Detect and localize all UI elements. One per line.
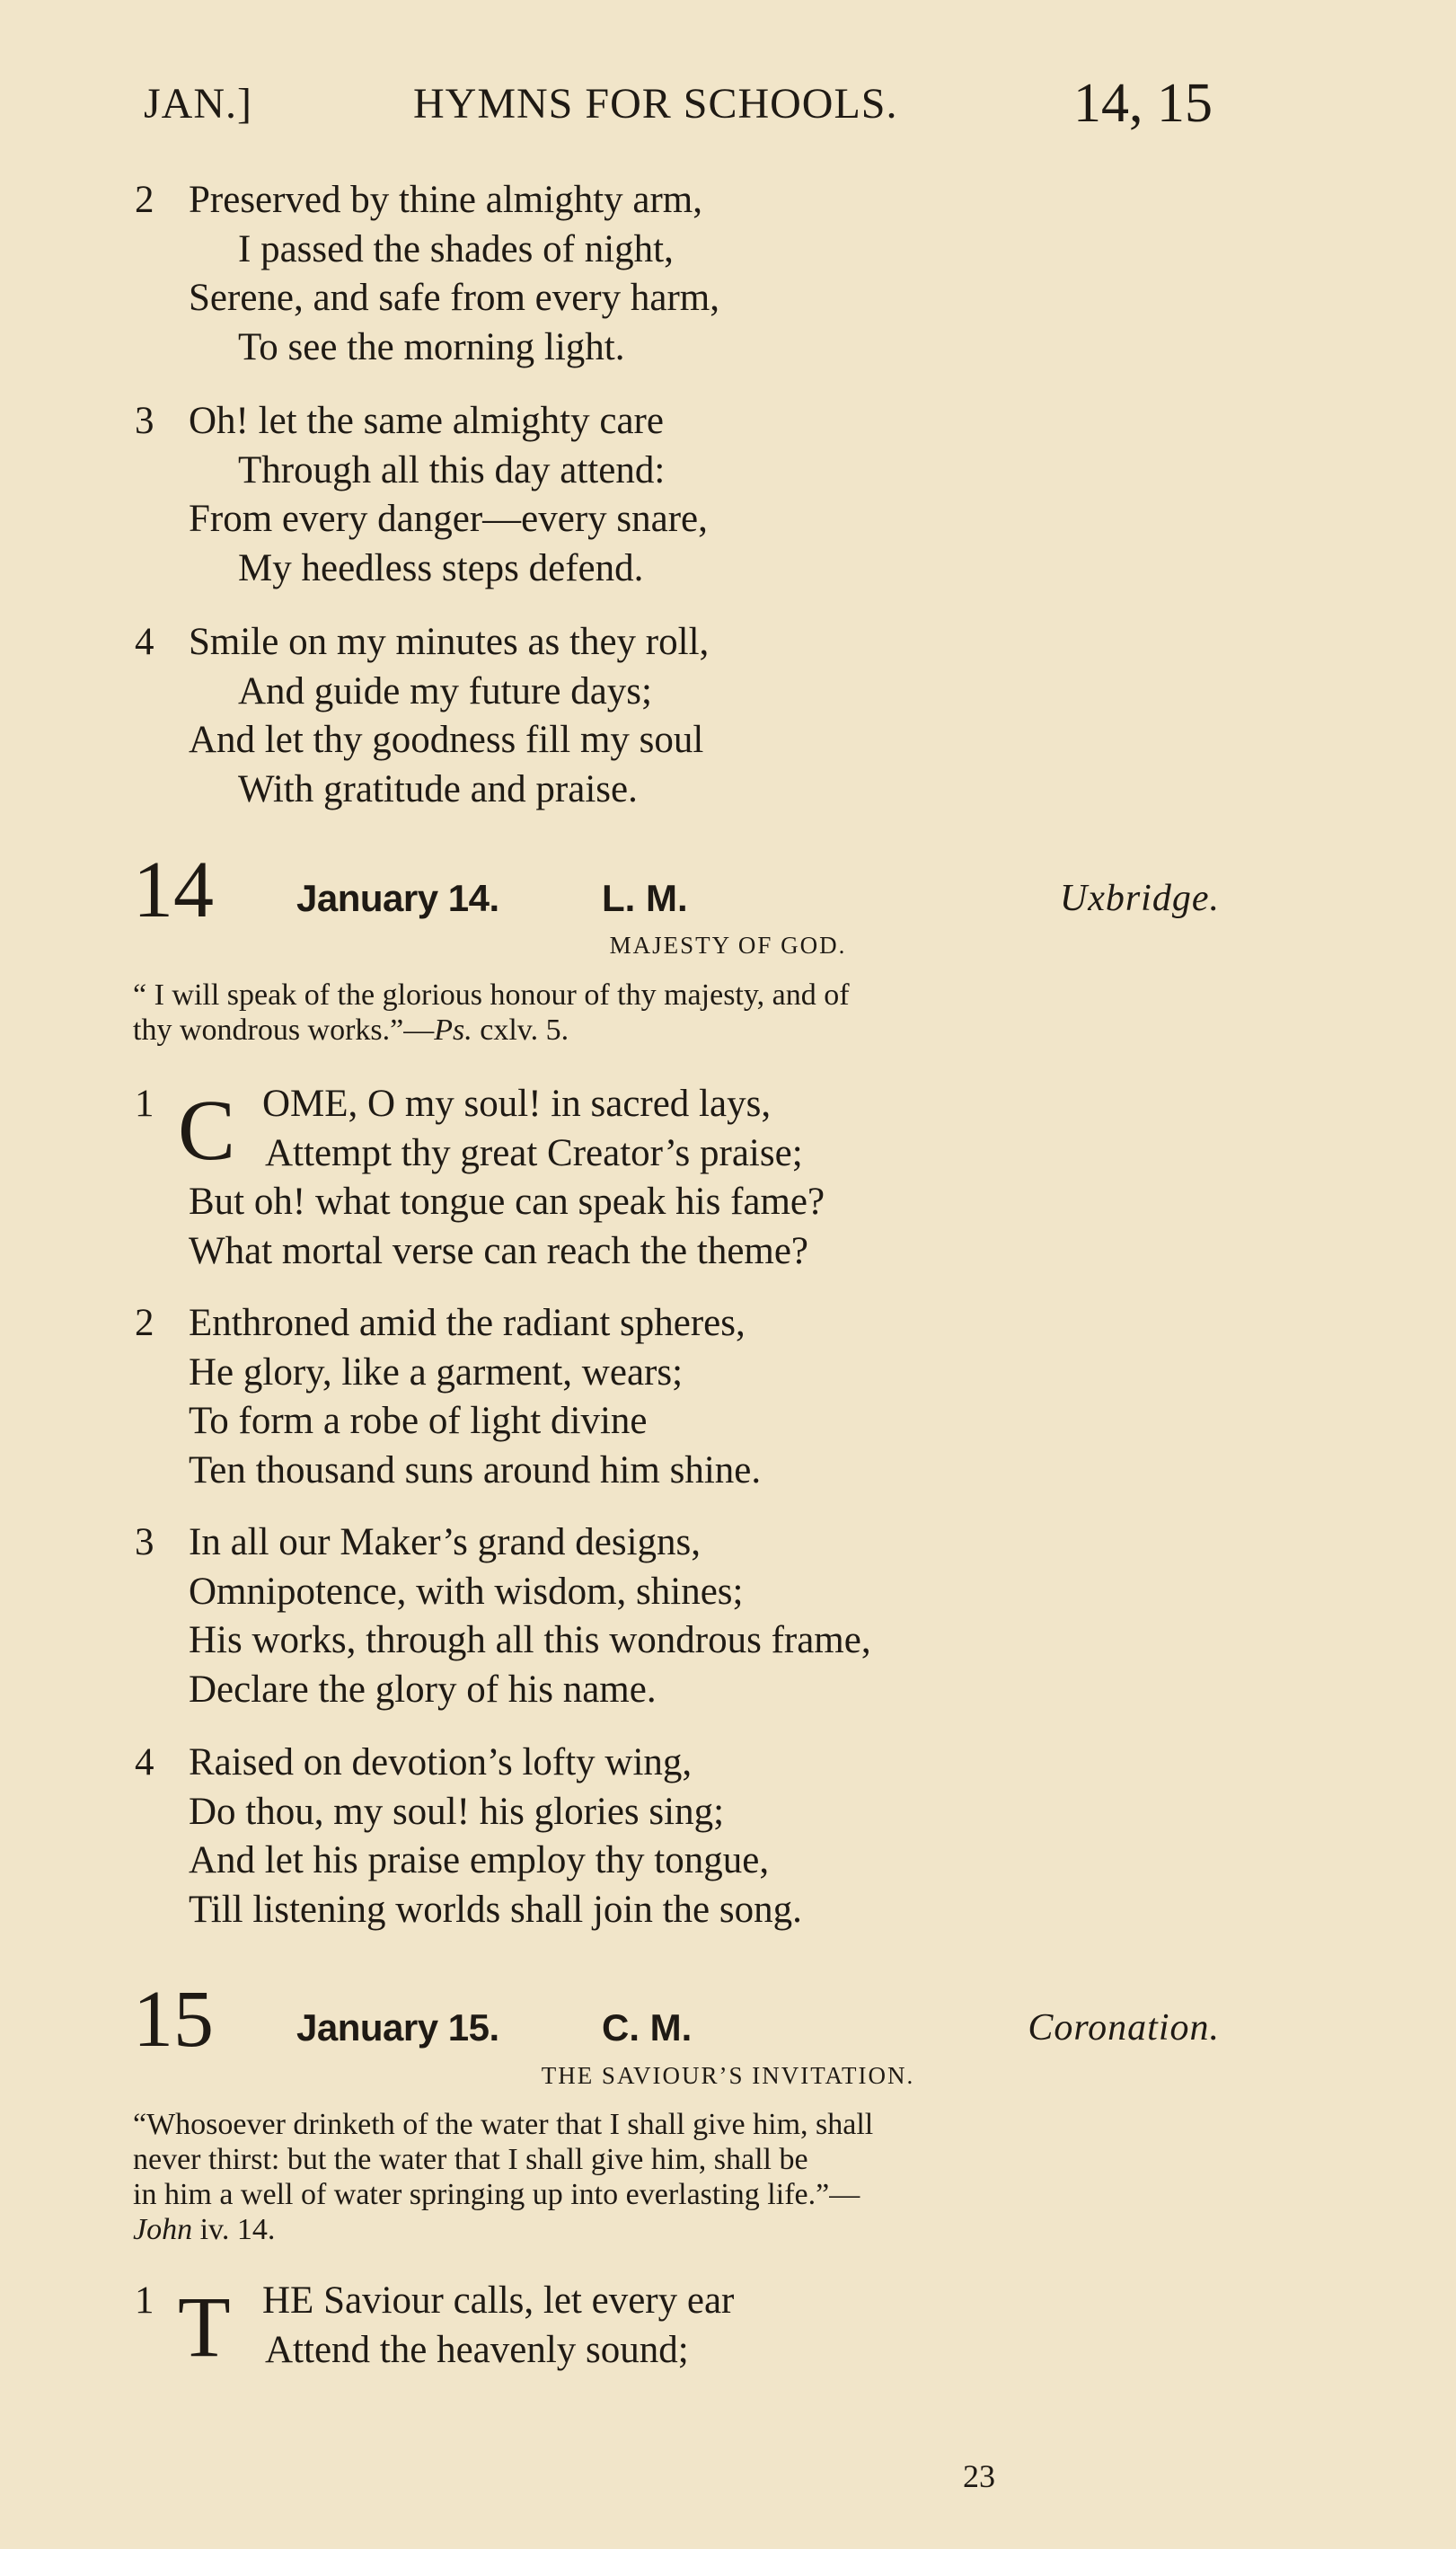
verse-line: Attempt thy great Creator’s praise; [265,1131,803,1174]
hymn-tune: Coronation. [1028,2007,1220,2049]
verse-line: Preserved by thine almighty arm, [189,179,702,221]
hymn-14-stanza-4 [135,1739,1222,1934]
header-book-title: HYMNS FOR SCHOOLS. [413,80,898,128]
hymn-13-continuation [135,397,1222,593]
stanza [135,176,1222,372]
epigraph-line: in him a well of water springing up into everlasting life.”— [133,2178,860,2211]
hymn-number: 14 [133,845,214,934]
verse-line: And let his praise employ thy tongue, [189,1839,770,1881]
stanza-number: 2 [135,179,154,221]
epigraph-text: iv. 14. [192,2213,276,2246]
verse-line: But oh! what tongue can speak his fame? [189,1181,825,1223]
verse-line: And let thy goodness fill my soul [189,719,704,761]
stanza [135,1080,1222,1276]
verse-line: HE Saviour calls, let every ear [262,2279,735,2322]
hymn-15-epigraph [133,2107,1222,2247]
verse-line: From every danger—every snare, [189,498,708,540]
verse-line: Till listening worlds shall join the song. [189,1888,802,1931]
verse-line: Smile on my minutes as they roll, [189,621,710,663]
stanza-number: 3 [135,1521,154,1563]
verse-line: With gratitude and praise. [238,767,638,810]
verse-line: Serene, and safe from every harm, [189,277,719,319]
epigraph-line: never thirst: but the water that I shall give him, shall be [133,2143,808,2176]
hymn-14-stanza-3 [135,1518,1222,1714]
hymn-14-stanza-1 [135,1080,1222,1276]
hymn-15-heading [133,1975,1220,2064]
hymn-tune: Uxbridge. [1059,878,1220,919]
verse-line: Attend the heavenly sound; [265,2328,689,2371]
verse-line: In all our Maker’s grand designs, [189,1521,702,1563]
verse-line: His works, through all this wondrous frame, [189,1619,871,1661]
verse-line: What mortal verse can reach the theme? [189,1229,809,1272]
verse-line: And guide my future days; [238,669,652,712]
hymn-date: January 15. [296,2006,499,2049]
verse-line: Do thou, my soul! his glories sing; [189,1790,725,1833]
verse-line: Through all this day attend: [238,448,666,491]
header-hymn-numbers: 14, 15 [1073,73,1213,134]
epigraph-text: cxlv. 5. [472,1013,569,1047]
verse-line: OME, O my soul! in sacred lays, [262,1083,772,1125]
verse-line: Enthroned amid the radiant spheres, [189,1302,746,1344]
verse-line: Ten thousand suns around him shine. [189,1448,762,1491]
hymn-15-title: THE SAVIOUR’S INVITATION. [541,2062,915,2089]
verse-line: He glory, like a garment, wears; [189,1350,684,1394]
stanza [135,1518,1222,1714]
epigraph-line: “ I will speak of the glorious honour of thy majesty, and of [133,978,850,1012]
hymn-date: January 14. [296,877,499,919]
hymn-14-title: MAJESTY OF GOD. [609,932,847,959]
running-header [144,73,1213,142]
stanza-number: 1 [135,2279,154,2322]
stanza [135,397,1222,593]
drop-capital: C [178,1082,236,1178]
header-section-label: JAN.] [144,80,252,128]
stanza-number: 2 [135,1302,154,1344]
verse-line: To see the morning light. [238,325,625,368]
verse-line: My heedless steps defend. [238,546,644,589]
verse-line: Raised on devotion’s lofty wing, [189,1741,693,1783]
stanza-number: 1 [135,1083,154,1125]
stanza [135,1299,1222,1495]
verse-line: Declare the glory of his name. [189,1668,657,1711]
verse-line: I passed the shades of night, [238,227,674,270]
page-number: 23 [963,2458,995,2494]
verse-line: Oh! let the same almighty care [189,400,664,442]
drop-capital: T [178,2279,231,2375]
epigraph-line [133,2212,1222,2247]
scripture-reference: Ps. [434,1013,472,1047]
stanza-number: 3 [135,400,154,442]
hymn-13-continuation [135,618,1222,814]
hymn-number: 15 [133,1975,214,2064]
stanza-number: 4 [135,621,154,663]
epigraph-line: “Whosoever drinketh of the water that I shall give him, shall [133,2108,874,2141]
epigraph-text: thy wondrous works.”— [133,1013,435,1047]
hymn-14-heading [133,845,1220,934]
hymn-meter: L. M. [602,877,688,919]
scripture-reference: John [133,2213,193,2246]
stanza [135,618,1222,814]
verse-line: To form a robe of light divine [189,1400,648,1442]
hymn-15-stanza-1 [135,2277,1222,2375]
hymn-13-continuation [135,176,1222,372]
hymn-14-epigraph [133,978,1222,1048]
stanza [135,2277,1222,2375]
stanza [135,1739,1222,1934]
verse-line: Omnipotence, with wisdom, shines; [189,1570,744,1613]
epigraph-line [133,1013,1222,1048]
hymn-meter: C. M. [602,2006,693,2049]
stanza-number: 4 [135,1741,154,1783]
hymn-14-stanza-2 [135,1299,1222,1495]
